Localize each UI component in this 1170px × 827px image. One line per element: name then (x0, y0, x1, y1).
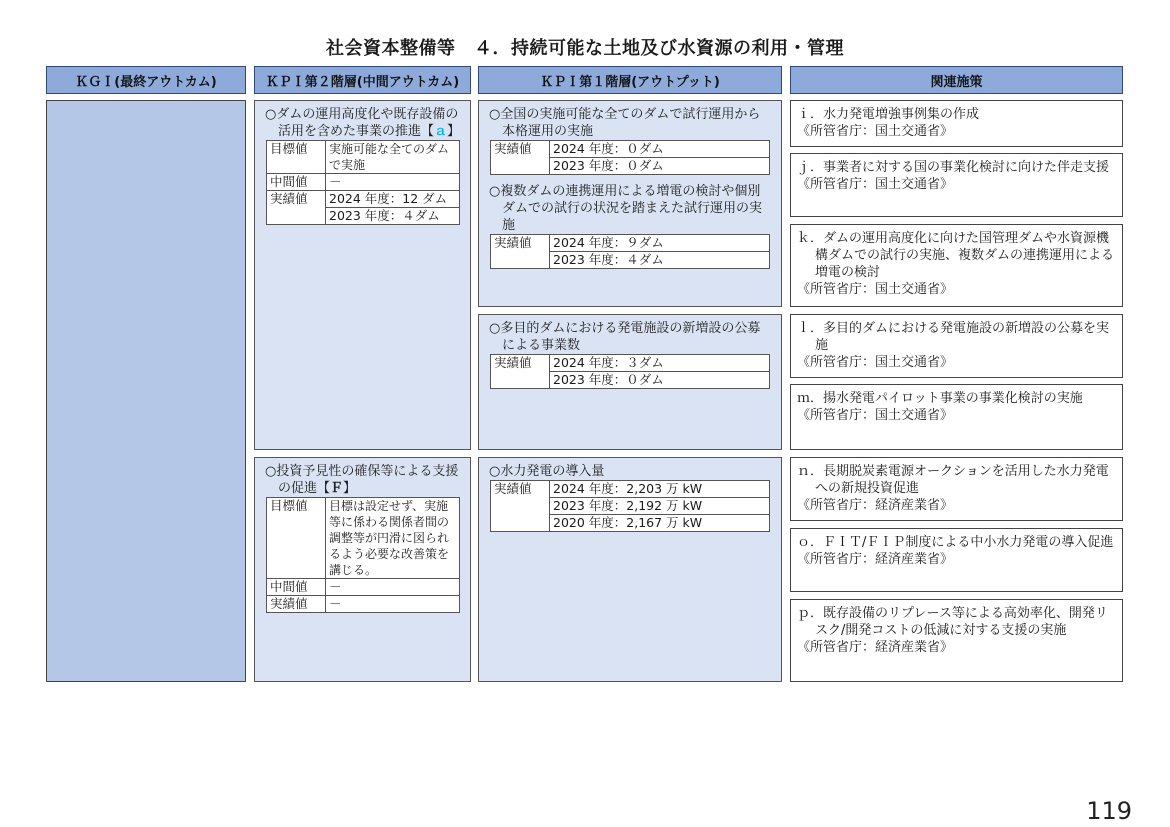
actual-value: 2024 年度：３ダム (550, 355, 770, 372)
measure-o (790, 528, 1123, 592)
measure-text: ｊ．事業者に対する国の事業化検討に向けた伴走支援 (797, 160, 1110, 175)
target-label: 目標値 (267, 141, 326, 174)
kpi1-table (490, 480, 770, 532)
header-measures: 関連施策 (790, 66, 1123, 94)
interim-value: － (326, 174, 460, 191)
bracket-close: 】 (343, 481, 357, 496)
measure-ministry: 《所管省庁：経済産業省》 (797, 498, 954, 513)
measure-ministry: 《所管省庁：経済産業省》 (797, 640, 954, 655)
measure-k (790, 224, 1123, 307)
measure-m (790, 384, 1123, 450)
interim-value: － (326, 579, 460, 596)
measure-ministry: 《所管省庁：経済産業省》 (797, 552, 954, 567)
kpi2-item-2 (254, 457, 471, 682)
measure-text: ｏ．ＦＩＴ/ＦＩＰ制度による中小水力発電の導入促進 (797, 535, 1114, 550)
measure-ministry: 《所管省庁：国土交通省》 (797, 355, 954, 370)
bracket-open: 【 (421, 124, 435, 139)
measure-ministry: 《所管省庁：国土交通省》 (797, 124, 954, 139)
kpi1-text: ○全国の実施可能な全てのダムで試行運用から本格運用の実施 (489, 107, 761, 139)
measure-p (790, 599, 1123, 682)
actual-label: 実績値 (491, 355, 550, 389)
measure-text: ｍ．揚水発電パイロット事業の事業化検討の実施 (797, 391, 1083, 406)
actual-value: 2024 年度：０ダム (550, 141, 770, 158)
actual-value: 2023 年度：４ダム (550, 252, 770, 269)
measure-text: ｎ．長期脱炭素電源オークションを活用した水力発電への新規投資促進 (797, 464, 1109, 496)
actual-value: 2023 年度：４ダム (326, 208, 460, 225)
actual-label: 実績値 (267, 596, 326, 613)
target-value: 目標は設定せず、実施等に係わる関係者間の調整等が円滑に図られるよう必要な改善策を講じる。 (326, 498, 460, 579)
target-label: 目標値 (267, 498, 326, 579)
target-value: 実施可能な全てのダムで実施 (326, 141, 460, 174)
measure-ministry: 《所管省庁：国土交通省》 (797, 177, 954, 192)
header-kpi2: ＫＰＩ第２階層(中間アウトカム) (254, 66, 471, 94)
kpi2-item-1 (254, 100, 471, 450)
measure-ministry: 《所管省庁：国土交通省》 (797, 408, 954, 423)
measure-text: ｌ．多目的ダムにおける発電施設の新増設の公募を実施 (797, 321, 1110, 353)
actual-label: 実績値 (267, 191, 326, 225)
measure-text: ｉ．水力発電増強事例集の作成 (797, 107, 980, 122)
actual-label: 実績値 (491, 235, 550, 269)
actual-value: － (326, 596, 460, 613)
actual-value: 2024 年度：９ダム (550, 235, 770, 252)
kpi1-group-3 (478, 457, 782, 682)
kpi1-group-2 (478, 314, 782, 450)
measure-ministry: 《所管省庁：国土交通省》 (797, 282, 954, 297)
kpi1-table (490, 354, 770, 389)
kpi2-table (266, 140, 460, 225)
kpi2-tag: ａ (434, 124, 448, 139)
measure-n (790, 457, 1123, 521)
kpi2-tag: Ｆ (330, 481, 344, 496)
measure-l (790, 314, 1123, 378)
kpi1-text: ○多目的ダムにおける発電施設の新増設の公募による事業数 (489, 321, 761, 353)
kpi1-group-1 (478, 100, 782, 307)
bracket-open: 【 (317, 481, 331, 496)
kpi1-text: ○水力発電の導入量 (489, 464, 605, 479)
measure-i (790, 100, 1123, 147)
header-kpi1: ＫＰＩ第１階層(アウトプット) (478, 66, 782, 94)
actual-value: 2024 年度：2,203 万 kW (550, 481, 770, 498)
page-number: 119 (1086, 797, 1132, 825)
kpi2-text: ○投資予見性の確保等による支援の促進 (265, 464, 459, 496)
actual-label: 実績値 (491, 481, 550, 532)
kpi1-table (490, 140, 770, 175)
bracket-close: 】 (447, 124, 461, 139)
kpi1-table (490, 234, 770, 269)
actual-value: 2024 年度：12 ダム (326, 191, 460, 208)
actual-label: 実績値 (491, 141, 550, 175)
actual-value: 2020 年度：2,167 万 kW (550, 515, 770, 532)
interim-label: 中間値 (267, 579, 326, 596)
actual-value: 2023 年度：2,192 万 kW (550, 498, 770, 515)
kgi-column (46, 100, 246, 682)
measure-j (790, 153, 1123, 217)
actual-value: 2023 年度：０ダム (550, 372, 770, 389)
kpi1-text: ○複数ダムの連携運用による増電の検討や個別ダムでの試行の状況を踏まえた試行運用の実施 (489, 184, 763, 233)
kpi2-table (266, 497, 460, 613)
page-title: 社会資本整備等 ４．持続可能な土地及び水資源の利用・管理 (326, 38, 844, 59)
interim-label: 中間値 (267, 174, 326, 191)
actual-value: 2023 年度：０ダム (550, 158, 770, 175)
kpi2-text: ○ダムの運用高度化や既存設備の活用を含めた事業の推進 (265, 107, 459, 139)
header-kgi: ＫＧＩ(最終アウトカム) (46, 66, 246, 94)
measure-text: ｐ．既存設備のリプレース等による高効率化、開発リスク/開発コストの低減に対する支援の実施 (797, 606, 1108, 638)
measure-text: ｋ．ダムの運用高度化に向けた国管理ダムや水資源機構ダムでの試行の実施、複数ダムの連携運用による増電の検討 (797, 231, 1115, 280)
